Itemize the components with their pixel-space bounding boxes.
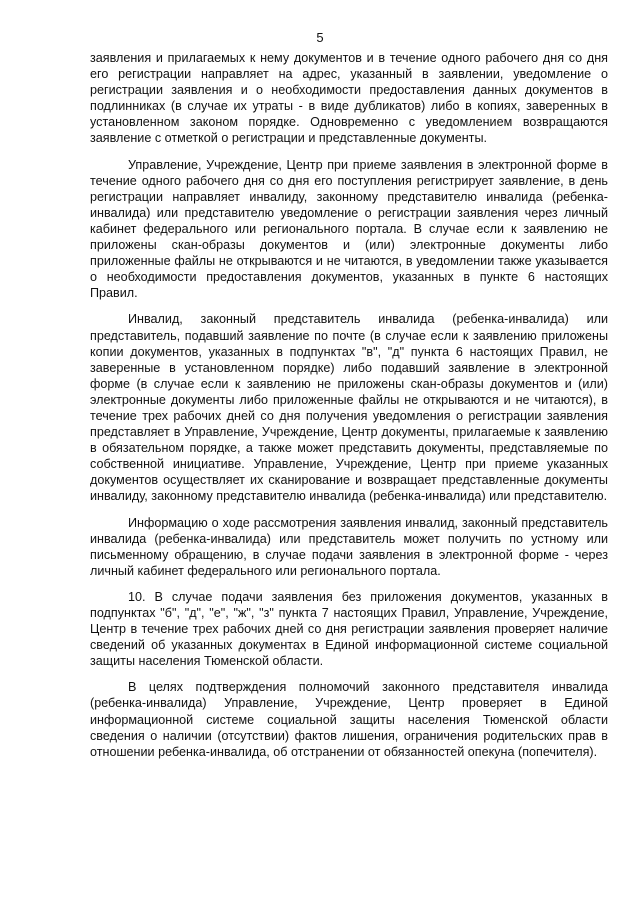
- paragraph-item-10: 10. В случае подачи заявления без приложения документов, указанных в подпунктах "б", "д", "е", "ж", "з" пункта 7 настоящих Правил, Управление, Учреждение, Центр в течение трех рабочих дней со дня регистрации заявления проверяет наличие сведений об указанных документах в Единой информационной системе социальной защиты населения Тюменской области.: [90, 589, 608, 669]
- paragraph-status-information: Информацию о ходе рассмотрения заявления инвалид, законный представитель инвалида (ребенка-инвалида) или представитель может получить по устному или письменному обращению, в случае подачи заявления в электронной форме - через личный кабинет федерального или регионального портала.: [90, 515, 608, 578]
- paragraph-continuation: заявления и прилагаемых к нему документов и в течение одного рабочего дня со дня его регистрации направляет на адрес, указанный в заявлении, уведомление о регистрации заявления и о необходимости предоставления данных документов в подлинниках (в случае их утраты - в виде дубликатов) либо в копиях, заверенных в установленном законом порядке. Одновременно с уведомлением возвращаются заявление с отметкой о регистрации и представленные документы.: [90, 51, 608, 146]
- paragraph-electronic-application: Управление, Учреждение, Центр при приеме заявления в электронной форме в течение одного рабочего дня со дня его поступления регистрирует заявление, в день регистрации направляет инвалиду, законному представителю инвалида (ребенка-инвалида) или представителю уведомление о регистрации заявления через личный кабинет федерального или регионального портала. В случае если к заявлению не приложены скан-образы документов и (или) электронные документы либо приложенные файлы не открываются и не читаются, в уведомлении также указывается о необходимости предоставления документов, указанных в пункте 6 настоящих Правил.: [90, 157, 608, 301]
- paragraph-postal-application: Инвалид, законный представитель инвалида (ребенка-инвалида) или представитель, подавший заявление по почте (в случае если к заявлению приложены копии документов, указанных в подпунктах "в", "д" пункта 6 настоящих Правил, не заверенные в установленном порядке) либо подавший заявление в электронной форме (в случае если к заявлению не приложены скан-образы документов и (или) электронные документы либо приложенные файлы не открываются и не читаются), в течение трех рабочих дней со дня получения уведомления о регистрации заявления представляет в Управление, Учреждение, Центр документы, прилагаемые к заявлению в обязательном порядке, а также может представить документы, представляемые по собственной инициативе. Управление, Учреждение, Центр при приеме указанных документов осуществляет их сканирование и возвращает представленные документы инвалиду, законному представителю инвалида (ребенка-инвалида) или представителю.: [90, 312, 608, 504]
- page-number: 5: [316, 30, 324, 45]
- document-body: [90, 50, 608, 770]
- paragraph-guardian-verification: В целях подтверждения полномочий законного представителя инвалида (ребенка-инвалида) Управление, Учреждение, Центр проверяет в Единой информационной системе социальной защиты населения Тюменской области сведения о наличии (отсутствии) фактов лишения, ограничения родительских прав в отношении ребенка-инвалида, об отстранении от обязанностей опекуна (попечителя).: [90, 680, 608, 759]
